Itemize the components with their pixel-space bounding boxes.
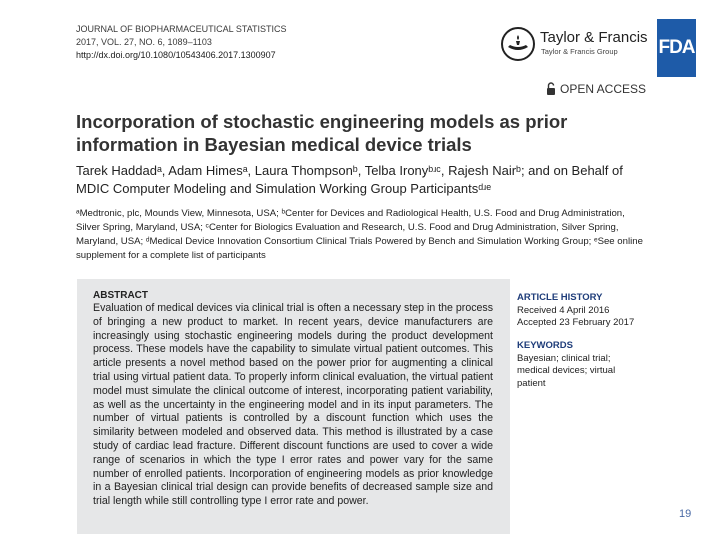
abstract-label: ABSTRACT bbox=[93, 290, 148, 301]
page-number: 19 bbox=[679, 508, 692, 520]
keywords-text: Bayesian; clinical trial; medical devices; virtual patient bbox=[517, 352, 616, 389]
journal-citation: 2017, VOL. 27, NO. 6, 1089–1103 bbox=[76, 37, 212, 47]
publisher-subtitle: Taylor & Francis Group bbox=[541, 47, 618, 56]
journal-name: JOURNAL OF BIOPHARMACEUTICAL STATISTICS bbox=[76, 24, 287, 34]
article-history-label: ARTICLE HISTORY bbox=[517, 292, 603, 303]
accepted-date: Accepted 23 February 2017 bbox=[517, 317, 635, 328]
abstract-box bbox=[77, 279, 510, 534]
article-history bbox=[517, 292, 667, 330]
journal-doi-link[interactable]: http://dx.doi.org/10.1080/10543406.2017.1300907 bbox=[76, 50, 276, 60]
open-access-label: OPEN ACCESS bbox=[560, 82, 647, 96]
article-authors: Tarek Haddadᵃ, Adam Himesᵃ, Laura Thompsonᵇ, Telba Ironyᵇʴᶜ, Rajesh Nairᵇ; and on Behalf of MDIC Computer Modeling and Simulation Working Group Participantsᵈʴᵉ bbox=[76, 163, 623, 196]
open-access-badge bbox=[546, 82, 646, 96]
journal-header bbox=[76, 23, 287, 62]
article-affiliations: ᵃMedtronic, plc, Mounds View, Minnesota, USA; ᵇCenter for Devices and Radiological Health, U.S. Food and Drug Administration, Silver Spring, Maryland, USA; ᶜCenter for Biologics Evaluation and Research, U.S. Food and Drug Administration, Silver Spring, Maryland, USA; ᵈMedical Device Innovation Consortium Clinical Trials Powered by Bench and Simulation Working Group; ᵉSee online supplement for a complete list of participants bbox=[76, 208, 643, 261]
keywords-label: KEYWORDS bbox=[517, 340, 573, 351]
article-title: Incorporation of stochastic engineering models as prior information in Bayesian medical device trials bbox=[76, 111, 568, 155]
publisher-name: Taylor & Francis bbox=[540, 29, 648, 46]
received-date: Received 4 April 2016 bbox=[517, 304, 610, 316]
keywords-section bbox=[517, 340, 627, 390]
tf-lamp-icon bbox=[500, 26, 536, 62]
abstract-text: Evaluation of medical devices via clinical trial is often a necessary step in the process of bringing a new product to market. In recent years, device manufacturers are increasingly using stochastic engineering models during the product development process. These models have the capability to simulate virtual patient outcomes. This article presents a novel method based on the power prior for augmenting a clinical trial using virtual patient data. To properly inform clinical evaluation, the virtual patient model must simulate the clinical outcome of interest, incorporating patient variability, as well as the uncertainty in the engineering model and in its input parameters. The number of virtual patients is controlled by a discount function which uses the similarity between modeled and observed data. This method is illustrated by a case study of cardiac lead fracture. Different discount functions are used to cover a wide range of scenarios in which the type I error rates and power vary for the same number of enrolled patients. Incorporation of engineering models as prior knowledge in a Bayesian clinical trial design can provide benefits of decreased sample size and trial length while still controlling type I error rate and power. bbox=[93, 302, 493, 508]
open-lock-icon bbox=[546, 82, 556, 96]
fda-logo: FDA bbox=[657, 19, 696, 77]
